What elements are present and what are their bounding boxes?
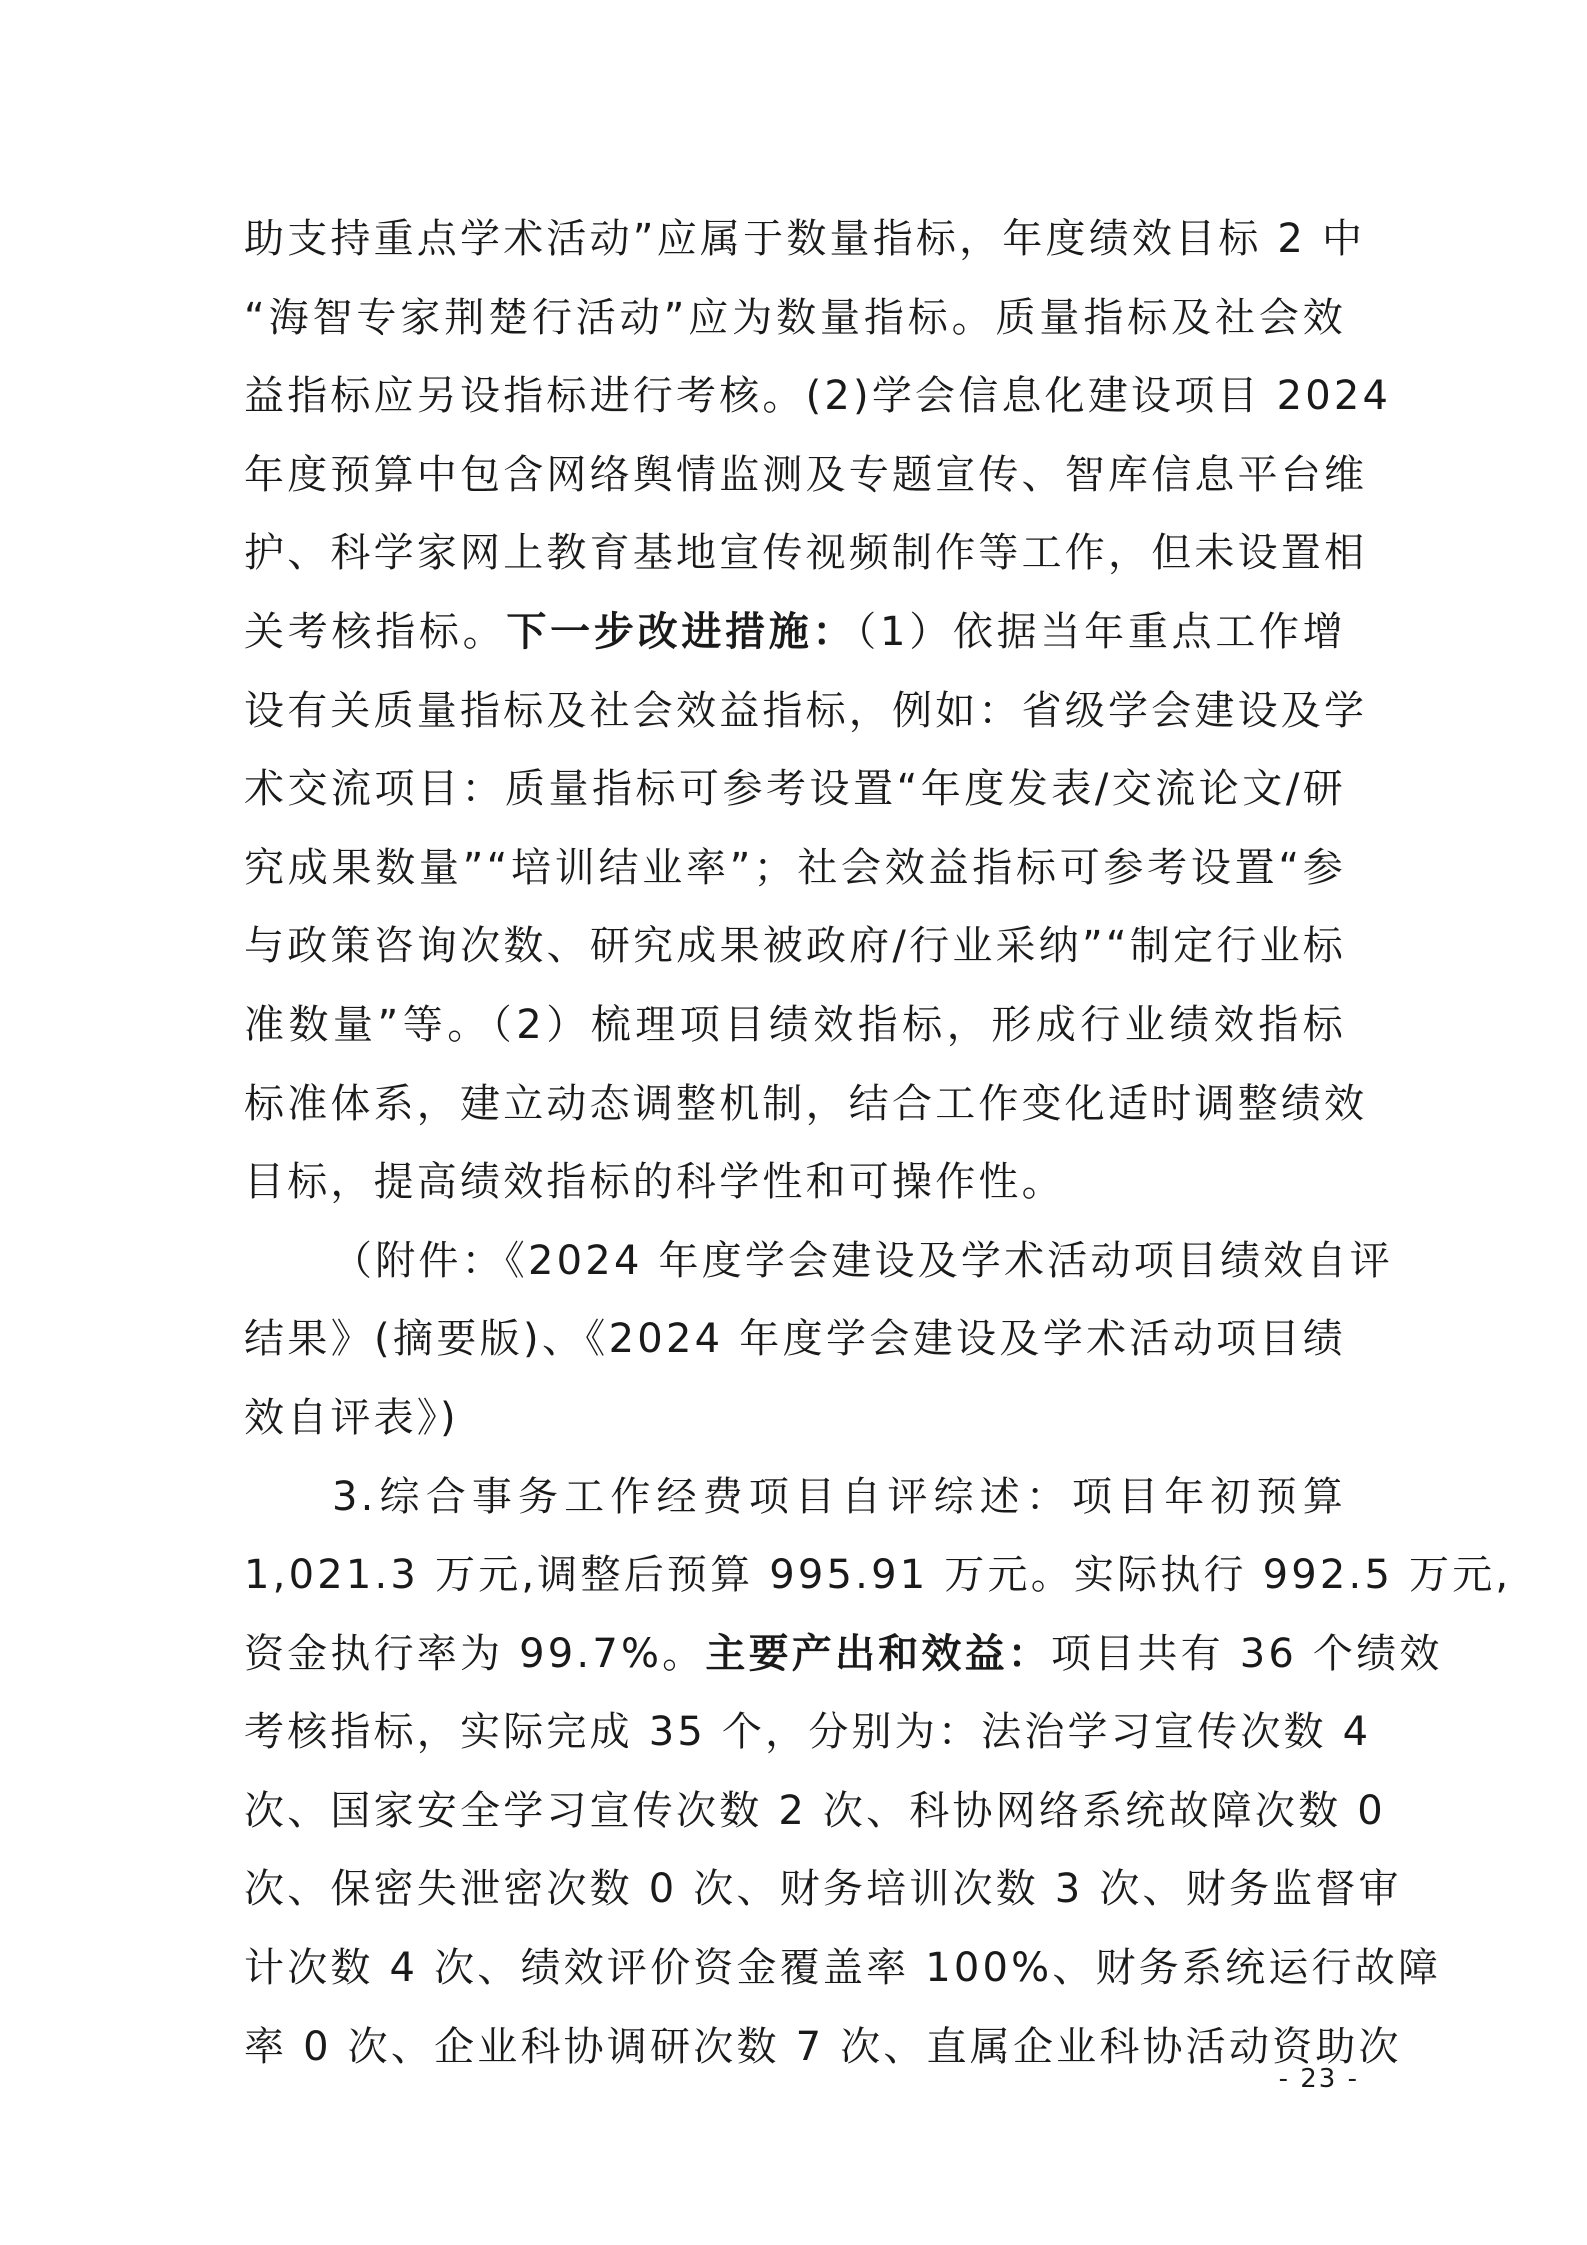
text-line: 准数量”等。（2）梳理项目绩效指标，形成行业绩效指标 bbox=[244, 1001, 1346, 1048]
text-line: 助支持重点学术活动”应属于数量指标，年度绩效目标 2 中 bbox=[244, 216, 1366, 262]
text-line: 与政策咨询次数、研究成果被政府/行业采纳”“制定行业标 bbox=[244, 923, 1346, 970]
text-segment: 关考核指标。 bbox=[244, 608, 507, 655]
text-line: 目标，提高绩效指标的科学性和可操作性。 bbox=[244, 1159, 1065, 1206]
text-line: 率 0 次、企业科协调研次数 7 次、直属企业科协活动资助次 bbox=[244, 2023, 1402, 2070]
text-line: 考核指标，实际完成 35 个，分别为：法治学习宣传次数 4 bbox=[244, 1709, 1372, 1756]
bold-heading: 下一步改进措施： bbox=[506, 608, 857, 655]
text-line: 设有关质量指标及社会效益指标，例如：省级学会建设及学 bbox=[244, 687, 1368, 734]
text-line: 究成果数量”“培训结业率”；社会效益指标可参考设置“参 bbox=[244, 844, 1346, 891]
text-segment: 项目共有 36 个绩效 bbox=[1051, 1630, 1443, 1677]
text-line: 计次数 4 次、绩效评价资金覆盖率 100%、财务系统运行故障 bbox=[244, 1945, 1442, 1992]
text-line: 年度预算中包含网络舆情监测及专题宣传、智库信息平台维 bbox=[244, 451, 1368, 498]
text-line: 3.综合事务工作经费项目自评综述：项目年初预算 bbox=[332, 1473, 1346, 1520]
text-segment: （1）依据当年重点工作增 bbox=[856, 608, 1346, 655]
text-line: （附件：《2024 年度学会建设及学术活动项目绩效自评 bbox=[332, 1237, 1393, 1284]
text-line: 次、保密失泄密次数 0 次、财务培训次数 3 次、财务监督审 bbox=[244, 1866, 1402, 1913]
text-line: 次、国家安全学习宣传次数 2 次、科协网络系统故障次数 0 bbox=[244, 1787, 1386, 1834]
text-line: 1,021.3 万元,调整后预算 995.91 万元。实际执行 992.5 万元, bbox=[244, 1552, 1512, 1599]
text-line: 标准体系，建立动态调整机制，结合工作变化适时调整绩效 bbox=[244, 1080, 1368, 1127]
text-line: 益指标应另设指标进行考核。(2)学会信息化建设项目 2024 bbox=[244, 373, 1392, 420]
page-number: - 23 - bbox=[1278, 2064, 1359, 2094]
text-line bbox=[244, 593, 1346, 672]
body-text bbox=[244, 200, 1512, 2086]
text-line bbox=[244, 1615, 1443, 1694]
text-line: “海智专家荆楚行活动”应为数量指标。质量指标及社会效 bbox=[244, 294, 1346, 341]
bold-heading: 主要产出和效益： bbox=[705, 1630, 1051, 1677]
text-line: 护、科学家网上教育基地宣传视频制作等工作，但未设置相 bbox=[244, 530, 1368, 577]
text-segment: 资金执行率为 99.7%。 bbox=[244, 1630, 706, 1677]
text-line: 结果》(摘要版)、《2024 年度学会建设及学术活动项目绩 bbox=[244, 1316, 1346, 1363]
text-line: 术交流项目：质量指标可参考设置“年度发表/交流论文/研 bbox=[244, 766, 1346, 813]
text-line: 效自评表》) bbox=[244, 1394, 459, 1441]
